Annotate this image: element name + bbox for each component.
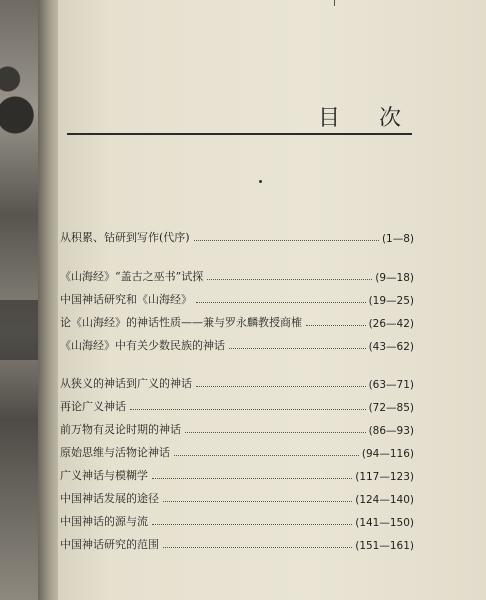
toc-leader-dots bbox=[196, 386, 366, 387]
toc-entry bbox=[60, 534, 414, 552]
toc-entry-title: 中国神话研究和《山海经》 bbox=[60, 293, 192, 306]
toc-entry-title: 从狭义的神话到广义的神话 bbox=[60, 377, 192, 390]
toc-entry bbox=[60, 266, 414, 284]
title-rule bbox=[67, 133, 412, 135]
toc-entry-pages: (19—25) bbox=[368, 295, 414, 307]
toc-entry-pages: (1—8) bbox=[381, 233, 414, 245]
toc-leader-dots bbox=[163, 501, 352, 502]
toc-entry bbox=[60, 465, 414, 483]
toc-entry-pages: (72—85) bbox=[368, 402, 414, 414]
toc-entry-pages: (124—140) bbox=[355, 494, 414, 506]
ink-speck bbox=[259, 180, 262, 183]
toc-entry-pages: (94—116) bbox=[361, 448, 414, 460]
toc-leader-dots bbox=[229, 348, 366, 349]
toc-leader-dots bbox=[130, 409, 366, 410]
toc-entry bbox=[60, 442, 414, 460]
toc-leader-dots bbox=[185, 432, 366, 433]
toc-entry-pages: (43—62) bbox=[368, 341, 414, 353]
book-gutter bbox=[38, 0, 60, 600]
toc-entry-pages: (151—161) bbox=[355, 540, 414, 552]
tree-silhouette bbox=[0, 55, 38, 175]
toc-entry bbox=[60, 373, 414, 391]
toc-entry-title: 前万物有灵论时期的神话 bbox=[60, 423, 181, 436]
toc-leader-dots bbox=[196, 302, 366, 303]
toc-entry-title: 《山海经》中有关少数民族的神话 bbox=[60, 339, 225, 352]
toc-entry-title: 中国神话发展的途径 bbox=[60, 492, 159, 505]
toc-entry-pages: (9—18) bbox=[375, 272, 414, 284]
toc-leader-dots bbox=[174, 455, 359, 456]
toc-entry-title: 中国神话的源与流 bbox=[60, 515, 148, 528]
toc-entry bbox=[60, 289, 414, 307]
toc-entry bbox=[60, 312, 414, 330]
toc-entry-pages: (117—123) bbox=[355, 471, 414, 483]
page-title: 目 次 bbox=[318, 106, 417, 131]
toc-entry bbox=[60, 396, 414, 414]
dark-band bbox=[0, 300, 38, 360]
toc-entry bbox=[60, 335, 414, 353]
toc-leader-dots bbox=[306, 325, 366, 326]
toc-entry bbox=[60, 227, 414, 245]
toc-entry-title: 再论广义神话 bbox=[60, 400, 126, 413]
toc-leader-dots bbox=[152, 524, 352, 525]
toc-entry-title: 原始思维与活物论神话 bbox=[60, 446, 170, 459]
toc-leader-dots bbox=[163, 547, 352, 548]
toc-leader-dots bbox=[194, 240, 379, 241]
toc-leader-dots bbox=[152, 478, 352, 479]
toc-entry-pages: (26—42) bbox=[368, 318, 414, 330]
toc-entry-title: 《山海经》“盖古之巫书”试探 bbox=[60, 270, 204, 283]
toc-entry-title: 广义神话与模糊学 bbox=[60, 469, 148, 482]
facing-page-photo-edge bbox=[0, 0, 38, 600]
page-top-mark bbox=[334, 0, 335, 6]
toc-leader-dots bbox=[207, 279, 372, 280]
toc-entry bbox=[60, 511, 414, 529]
toc-entry bbox=[60, 488, 414, 506]
toc-entry-pages: (63—71) bbox=[368, 379, 414, 391]
toc-entry-pages: (141—150) bbox=[355, 517, 414, 529]
toc-entry-pages: (86—93) bbox=[368, 425, 414, 437]
toc-entry bbox=[60, 419, 414, 437]
toc-entry-title: 中国神话研究的范围 bbox=[60, 538, 159, 551]
toc-entry-title: 从积累、钻研到写作(代序) bbox=[60, 231, 190, 244]
toc-entry-title: 论《山海经》的神话性质——兼与罗永麟教授商榷 bbox=[60, 316, 302, 329]
